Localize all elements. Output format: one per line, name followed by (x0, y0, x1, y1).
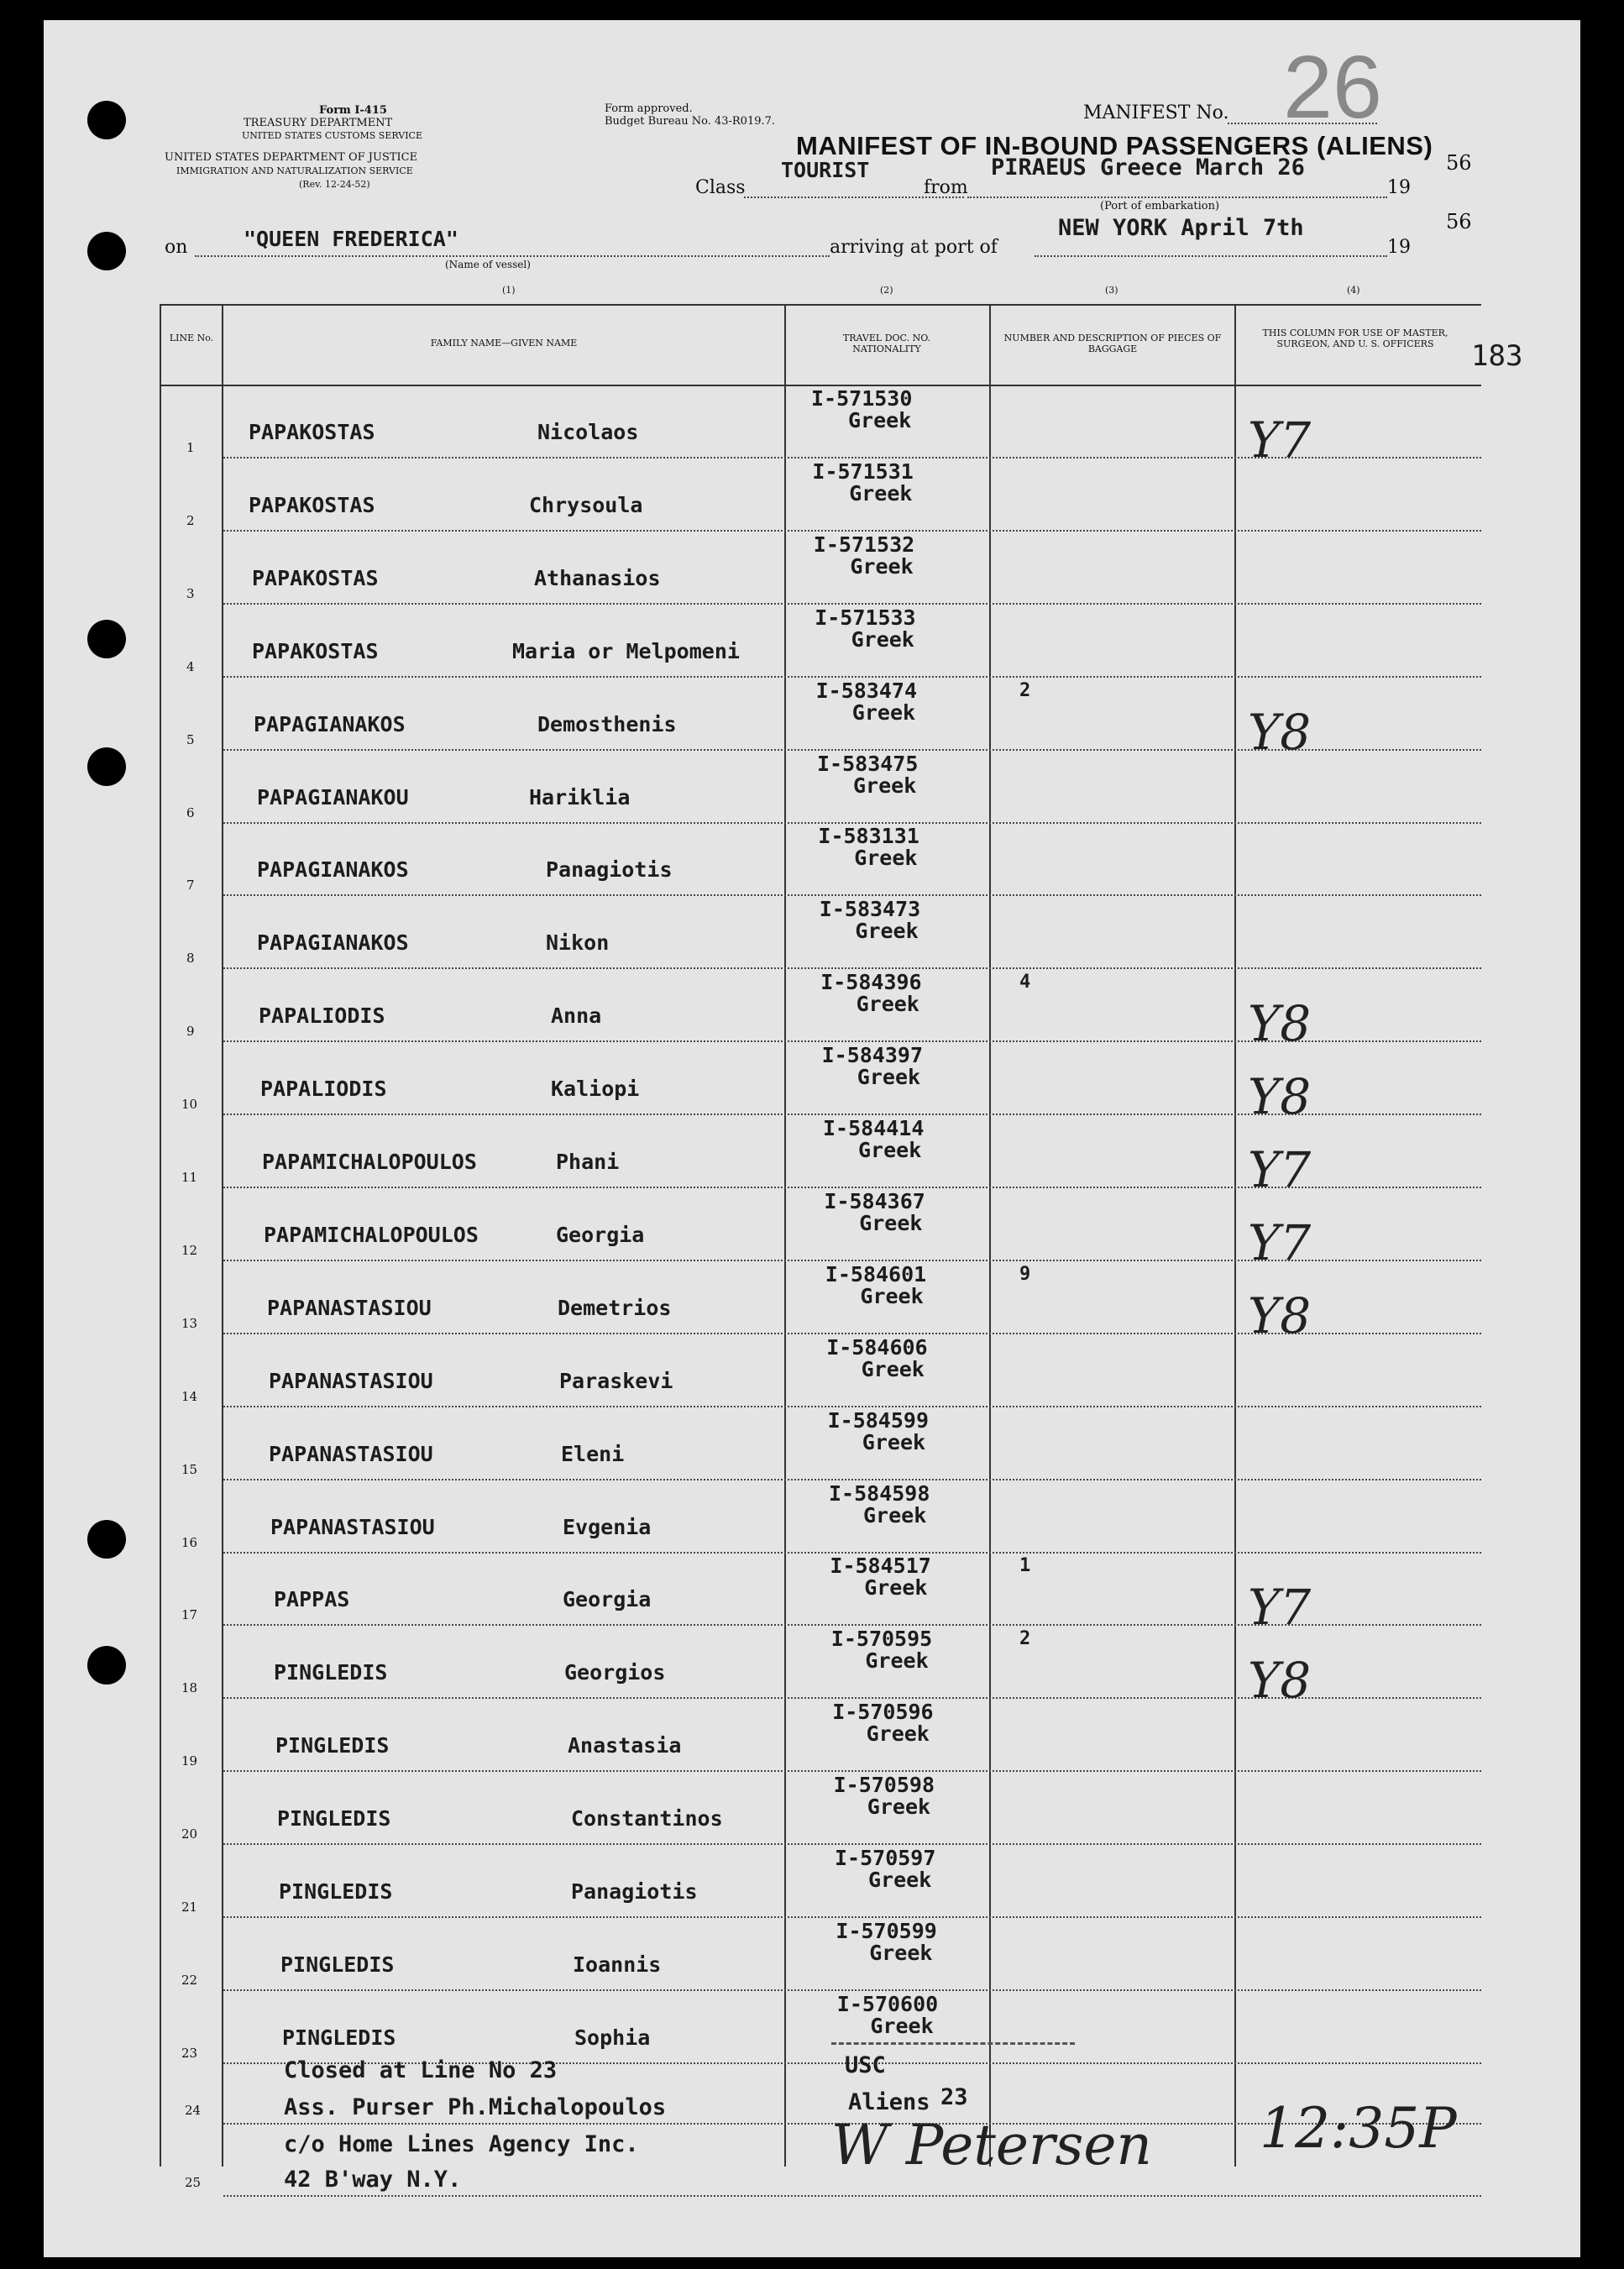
form-number: Form I-415 (319, 104, 387, 117)
family-name: PAPANASTASIOU (269, 1369, 433, 1393)
from-value: PIRAEUS Greece March 26 (991, 155, 1305, 181)
line-number: 15 (181, 1462, 198, 1477)
year-prefix-1: 19 (1387, 177, 1411, 198)
given-name: Ioannis (573, 1952, 662, 1977)
family-name: PAPAMICHALOPOULOS (262, 1150, 477, 1174)
given-name: Phani (556, 1150, 620, 1174)
family-name: PAPAGIANAKOS (257, 857, 409, 882)
line-number: 1 (186, 440, 195, 455)
col-header-officers: THIS COLUMN FOR USE OF MASTER, SURGEON, AND U. S. OFFICERS (1262, 328, 1449, 349)
line-number: 13 (181, 1316, 198, 1331)
given-name: Anastasia (568, 1733, 682, 1758)
nationality: Greek (849, 481, 913, 506)
officer-mark: Y7 (1248, 1579, 1312, 1636)
assistant-purser: Ass. Purser Ph.Michalopoulos (284, 2094, 667, 2120)
nationality: Greek (862, 1430, 926, 1454)
family-name: PAPPAS (274, 1587, 350, 1611)
family-name: PINGLEDIS (274, 1660, 388, 1685)
line-number: 20 (181, 1826, 198, 1842)
family-name: PAPAKOSTAS (252, 639, 379, 663)
port-caption: (Port of embarkation) (1100, 200, 1220, 212)
agency-name: c/o Home Lines Agency Inc. (284, 2131, 639, 2157)
family-name: PAPAKOSTAS (249, 420, 375, 444)
given-name: Georgia (563, 1587, 652, 1611)
nationality: Greek (870, 2014, 934, 2038)
given-name: Sophia (574, 2025, 651, 2050)
officer-signature: W Petersen (831, 2113, 1152, 2177)
officer-mark: Y8 (1248, 1287, 1312, 1344)
travel-doc-number: I-584606 (826, 1335, 928, 1360)
travel-doc-number: I-571532 (813, 532, 915, 557)
family-name: PAPAKOSTAS (252, 566, 379, 590)
travel-doc-number: I-584367 (824, 1189, 925, 1213)
col-header-baggage: NUMBER AND DESCRIPTION OF PIECES OF BAGGAGE (1003, 333, 1222, 354)
binder-hole (87, 101, 126, 139)
aliens-count: 23 (940, 2084, 968, 2110)
family-name: PAPANASTASIOU (269, 1442, 433, 1466)
binder-hole (87, 747, 126, 786)
col-number-1: (1) (502, 285, 516, 296)
travel-doc-number: I-571531 (812, 459, 914, 484)
baggage-count: 9 (1019, 1264, 1031, 1285)
nationality: Greek (856, 992, 919, 1016)
col-header-line-no: LINE No. (169, 333, 214, 343)
baggage-count: 4 (1019, 972, 1031, 993)
nationality: Greek (851, 700, 916, 725)
travel-doc-number: I-584598 (829, 1481, 930, 1506)
officer-mark: Y7 (1248, 1214, 1312, 1271)
form-approved: Form approved. (605, 102, 693, 115)
col-number-3: (3) (1105, 285, 1118, 296)
family-name: PINGLEDIS (280, 1952, 395, 1977)
travel-doc-number: I-570596 (832, 1700, 934, 1724)
nationality: Greek (868, 1868, 932, 1892)
officer-mark: Y8 (1248, 704, 1312, 761)
usc-label: USC (845, 2052, 886, 2078)
given-name: Georgia (556, 1223, 645, 1247)
given-name: Evgenia (563, 1515, 652, 1539)
family-name: PINGLEDIS (277, 1806, 391, 1831)
line-number: 21 (181, 1900, 198, 1915)
given-name: Hariklia (529, 785, 631, 810)
budget-bureau: Budget Bureau No. 43-R019.7. (605, 115, 776, 128)
customs-service: UNITED STATES CUSTOMS SERVICE (242, 130, 422, 141)
line-number: 19 (181, 1753, 198, 1769)
travel-doc-number: I-583473 (819, 897, 921, 921)
given-name: Panagiotis (571, 1879, 698, 1904)
given-name: Demetrios (558, 1296, 672, 1320)
given-name: Panagiotis (546, 857, 673, 882)
given-name: Athanasios (534, 566, 661, 590)
nationality: Greek (857, 1065, 921, 1089)
arriving-label: arriving at port of (830, 237, 998, 258)
officer-mark: Y8 (1248, 995, 1312, 1052)
treasury-dept: TREASURY DEPARTMENT (244, 117, 393, 129)
line-number: 24 (185, 2103, 202, 2118)
travel-doc-number: I-570600 (836, 1992, 939, 2016)
travel-doc-number: I-583475 (817, 752, 919, 776)
given-name: Paraskevi (559, 1369, 673, 1393)
travel-doc-number: I-570597 (835, 1846, 936, 1870)
family-name: PAPALIODIS (259, 1003, 385, 1028)
given-name: Anna (551, 1003, 602, 1028)
line-number: 2 (186, 513, 195, 528)
given-name: Eleni (561, 1442, 625, 1466)
ins-name: IMMIGRATION AND NATURALIZATION SERVICE (176, 165, 413, 176)
officer-mark: Y8 (1248, 1068, 1312, 1125)
closed-at-line: Closed at Line No 23 (284, 2057, 558, 2083)
nationality: Greek (848, 408, 912, 432)
travel-doc-number: I-584414 (823, 1116, 925, 1140)
officer-mark: Y8 (1248, 1652, 1312, 1709)
nationality: Greek (860, 1284, 924, 1308)
given-name: Maria or Melpomeni (512, 639, 740, 663)
family-name: PAPALIODIS (260, 1077, 387, 1101)
binder-hole (87, 1520, 126, 1559)
travel-doc-number: I-570598 (833, 1773, 935, 1797)
given-name: Nicolaos (537, 420, 639, 444)
nationality: Greek (865, 1648, 929, 1673)
line-number: 22 (181, 1973, 198, 1988)
manifest-sheet (44, 20, 1580, 2257)
nationality: Greek (863, 1503, 927, 1528)
given-name: Chrysoula (529, 493, 643, 517)
family-name: PINGLEDIS (275, 1733, 390, 1758)
nationality: Greek (850, 554, 914, 579)
arriving-port: NEW YORK April 7th (1058, 215, 1304, 241)
baggage-count: 2 (1019, 1628, 1031, 1649)
line-number: 11 (181, 1170, 198, 1185)
sheet-number: 183 (1471, 339, 1523, 373)
travel-doc-number: I-583474 (815, 679, 918, 703)
family-name: PAPAGIANAKOS (254, 712, 406, 736)
travel-doc-number: I-570599 (836, 1919, 937, 1943)
page-title: MANIFEST OF IN-BOUND PASSENGERS (ALIENS) (796, 131, 1433, 160)
form-revision: (Rev. 12-24-52) (299, 179, 370, 190)
family-name: PINGLEDIS (282, 2025, 396, 2050)
manifest-number: 26 (1283, 38, 1382, 137)
officer-mark: Y7 (1248, 1141, 1312, 1198)
nationality: Greek (864, 1575, 928, 1600)
binder-hole (87, 232, 126, 270)
travel-doc-number: I-584517 (830, 1554, 931, 1578)
vessel-caption: (Name of vessel) (445, 259, 531, 270)
baggage-count: 2 (1019, 680, 1031, 701)
binder-hole (87, 1646, 126, 1685)
line-number: 12 (181, 1243, 198, 1258)
baggage-count: 1 (1019, 1555, 1031, 1576)
justice-dept: UNITED STATES DEPARTMENT OF JUSTICE (165, 151, 418, 164)
travel-doc-number: I-570595 (830, 1627, 933, 1651)
line-number: 4 (186, 659, 195, 674)
line-number: 16 (181, 1535, 198, 1550)
line-number: 7 (186, 878, 195, 893)
nationality: Greek (866, 1721, 930, 1746)
nationality: Greek (851, 627, 914, 652)
class-label: Class (695, 177, 746, 198)
family-name: PAPAGIANAKOU (257, 785, 409, 810)
line-number: 10 (181, 1097, 198, 1112)
given-name: Georgios (564, 1660, 666, 1685)
class-value: TOURIST (781, 158, 870, 182)
manifest-label: MANIFEST No. (1083, 102, 1229, 123)
nationality: Greek (858, 1138, 922, 1162)
line-number: 9 (186, 1024, 195, 1039)
nationality: Greek (859, 1211, 923, 1235)
nationality: Greek (853, 773, 917, 798)
nationality: Greek (867, 1795, 931, 1819)
family-name: PAPANASTASIOU (267, 1296, 432, 1320)
line-number: 5 (186, 732, 195, 747)
line-number: 23 (181, 2046, 198, 2061)
binder-hole (87, 620, 126, 658)
year-2: 56 (1446, 210, 1472, 233)
nationality: Greek (869, 1941, 933, 1965)
vessel-name: "QUEEN FREDERICA" (244, 227, 458, 251)
line-number: 17 (181, 1607, 198, 1622)
officer-mark: Y7 (1248, 411, 1312, 469)
col-number-4: (4) (1347, 285, 1360, 296)
family-name: PAPAGIANAKOS (257, 930, 409, 955)
line-number: 14 (181, 1389, 198, 1404)
col-number-2: (2) (880, 285, 893, 296)
line-number: 3 (186, 586, 195, 601)
nationality: Greek (855, 919, 919, 943)
nationality: Greek (861, 1357, 925, 1381)
travel-doc-number: I-571533 (815, 605, 916, 630)
nationality: Greek (854, 846, 918, 870)
family-name: PAPAMICHALOPOULOS (264, 1223, 479, 1247)
travel-doc-number: I-571530 (811, 386, 913, 411)
year-prefix-2: 19 (1387, 237, 1411, 258)
travel-doc-number: I-584599 (827, 1408, 930, 1433)
given-name: Nikon (546, 930, 610, 955)
line-number: 18 (181, 1680, 198, 1695)
travel-doc-number: I-583131 (818, 824, 919, 848)
family-name: PAPAKOSTAS (249, 493, 375, 517)
travel-doc-number: I-584397 (821, 1043, 924, 1067)
line-number: 25 (185, 2175, 202, 2190)
col-header-travel-doc: TRAVEL DOC. NO. NATIONALITY (842, 333, 931, 354)
given-name: Constantinos (571, 1806, 723, 1831)
travel-doc-number: I-584601 (825, 1262, 927, 1286)
family-name: PINGLEDIS (279, 1879, 393, 1904)
col-header-name: FAMILY NAME—GIVEN NAME (430, 338, 578, 348)
agency-address: 42 B'way N.Y. (284, 2167, 462, 2193)
on-label: on (165, 237, 188, 258)
family-name: PAPANASTASIOU (270, 1515, 435, 1539)
aliens-label: Aliens (848, 2089, 930, 2115)
line-number: 8 (186, 951, 195, 966)
year-1: 56 (1446, 151, 1472, 175)
given-name: Kaliopi (551, 1077, 640, 1101)
travel-doc-number: I-584396 (820, 970, 922, 994)
line-number: 6 (186, 805, 195, 820)
from-label: from (924, 177, 968, 198)
inspection-time: 12:35P (1260, 2096, 1457, 2161)
given-name: Demosthenis (537, 712, 677, 736)
